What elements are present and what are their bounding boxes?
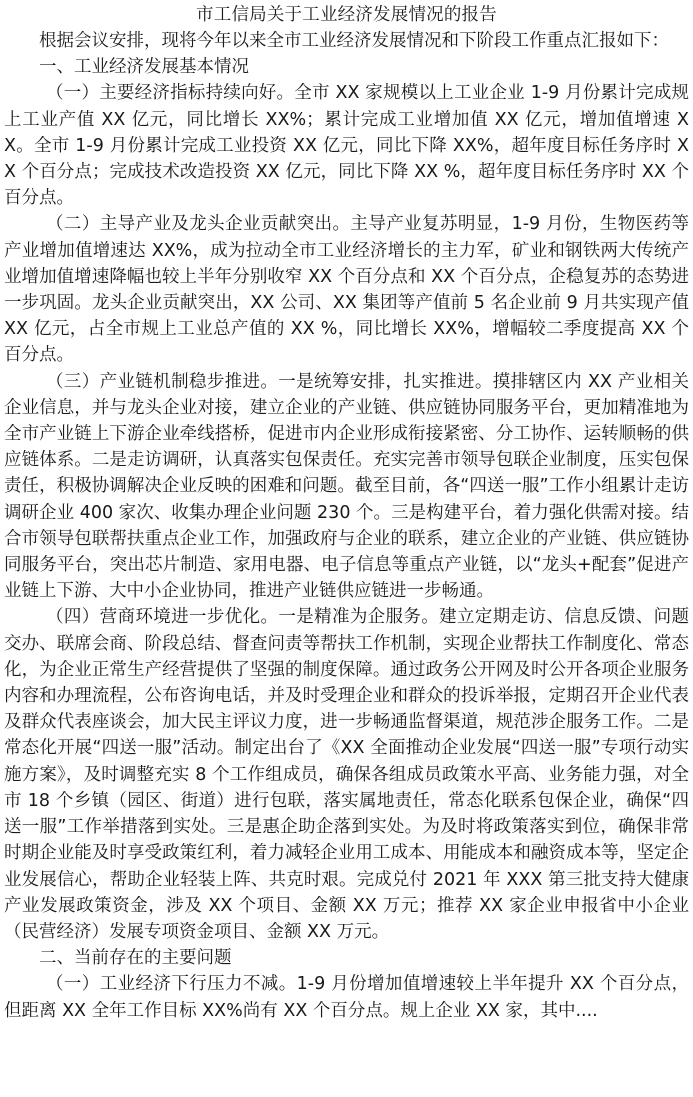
section-2-heading: 二、当前存在的主要问题 bbox=[39, 948, 232, 969]
section-1-paragraph-2: （二）主导产业及龙头企业贡献突出。主导产业复苏明显，1-9 月份，生物医药等产业增加值增速达 XX%，成为拉动全市工业经济增长的主力军，矿业和钢铁两大传统产业增加值增速降幅也较上半年分别收窄 XX 个百分点和 XX 个百分点，企稳复苏的态势进一步巩固。龙头企业贡献突出，XX 公司、XX 集团等产值前 5 名企业前 9 月共实现产值 XX 亿元，占全市规上工业总产值的 XX %，同比增长 XX%，增幅较二季度提高 XX 个百分点。 bbox=[4, 214, 689, 366]
section-1-paragraph-1: （一）主要经济指标持续向好。全市 XX 家规模以上工业企业 1-9 月份累计完成规上工业产值 XX 亿元，同比增长 XX%；累计完成工业增加值 XX 亿元，增加值增速 XX。全市 1-9 月份累计完成工业投资 XX 亿元，同比下降 XX%，超年度目标任务序时 XX 个百分点；完成技术改造投资 XX 亿元，同比下降 XX %，超年度目标任务序时 XX 个百分点。 bbox=[4, 83, 689, 209]
section-2-paragraph-1: （一）工业经济下行压力不减。1-9 月份增加值增速较上半年提升 XX 个百分点，但距离 XX 全年工作目标 XX%尚有 XX 个百分点。规上企业 XX 家，其中.... bbox=[4, 974, 689, 1021]
section-1-paragraph-3: （三）产业链机制稳步推进。一是统筹安排，扎实推进。摸排辖区内 XX 产业相关企业信息，并与龙头企业对接，建立企业的产业链、供应链协同服务平台，更加精准地为全市产业链上下游企业牵线搭桥，促进市内企业形成衔接紧密、分工协作、运转顺畅的供应链体系。二是走访调研，认真落实包保责任。充实完善市领导包联企业制度，压实包保责任，积极协调解决企业反映的困难和问题。截至目前，各“四送一服”工作小组累计走访调研企业 400 家次、收集办理企业问题 230 个。三是构建平台，着力强化供需对接。结合市领导包联帮扶重点企业工作，加强政府与企业的联系，建立企业的产业链、供应链协同服务平台，突出芯片制造、家用电器、电子信息等重点产业链，以“龙头+配套”促进产业链上下游、大中小企业协同，推进产业链供应链进一步畅通。 bbox=[4, 371, 689, 602]
intro-paragraph: 根据会议安排，现将今年以来全市工业经济发展情况和下阶段工作重点汇报如下： bbox=[39, 31, 669, 51]
document-title: 市工信局关于工业经济发展情况的报告 bbox=[196, 5, 497, 25]
section-1-heading: 一、工业经济发展基本情况 bbox=[39, 57, 249, 78]
section-1-paragraph-4: （四）营商环境进一步优化。一是精准为企服务。建立定期走访、信息反馈、问题交办、联席会商、阶段总结、督查问责等帮扶工作机制，实现企业帮扶工作制度化、常态化，为企业正常生产经营提供了坚强的制度保障。通过政务公开网及时公开各项企业服务内容和办理流程，公布咨询电话，并及时受理企业和群众的投诉举报，定期召开企业代表及群众代表座谈会，加大民主评议力度，进一步畅通监督渠道，规范涉企服务工作。二是常态化开展“四送一服”活动。制定出台了《XX 全面推动企业发展“四送一服”专项行动实施方案》，及时调整充实 8 个工作组成员，确保各组成员政策水平高、业务能力强，对全市 18 个乡镇（园区、街道）进行包联，落实属地责任，常态化联系包保企业，确保“四送一服”工作举措落到实处。三是惠企助企落到实处。为及时将政策落实到位，确保非常时期企业能及时享受政策红利，着力减轻企业用工成本、用能成本和融资成本等，坚定企业发展信心，帮助企业轻装上阵、共克时艰。完成兑付 2021 年 XXX 第三批支持大健康产业发展政策资金，涉及 XX 个项目、金额 XX 万元；推荐 XX 家企业申报省中小企业（民营经济）发展专项资金项目、金额 XX 万元。 bbox=[4, 607, 689, 942]
